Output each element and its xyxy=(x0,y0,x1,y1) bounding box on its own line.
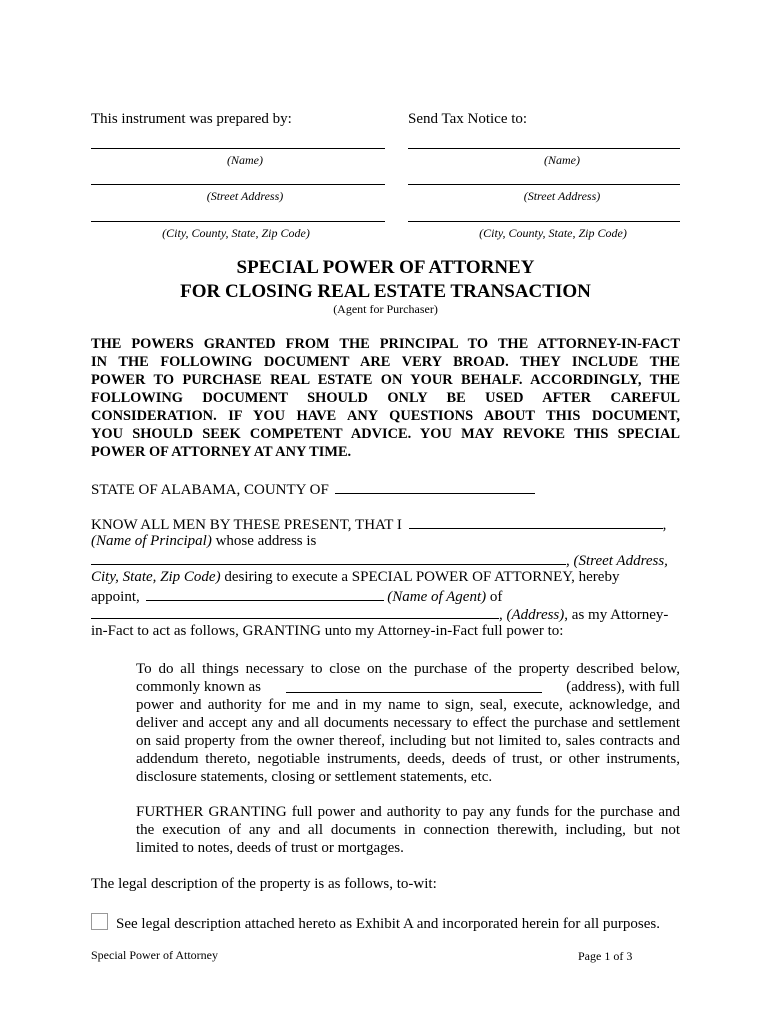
principal-address-blank[interactable] xyxy=(91,550,566,565)
know-line-2 xyxy=(91,532,680,550)
further-line: limited to notes, deeds of trust or mortgages. xyxy=(136,840,404,856)
street-address-label: (Street Address, xyxy=(573,553,668,569)
agent-name-blank[interactable] xyxy=(146,586,384,601)
principal-name-blank[interactable] xyxy=(409,514,663,529)
page-number: Page 1 of 3 xyxy=(578,949,633,963)
county-blank[interactable] xyxy=(335,479,535,494)
property-address-blank[interactable] xyxy=(286,678,542,693)
tax-street-line[interactable] xyxy=(408,184,680,185)
further-line: FURTHER GRANTING full power and authority to pay any funds for the purchase and xyxy=(136,804,680,820)
preparer-name-caption: (Name) xyxy=(227,153,263,167)
tax-street-caption: (Street Address) xyxy=(523,189,601,203)
powers-line-known-as xyxy=(136,678,680,696)
warning-line: POWER TO PURCHASE REAL ESTATE ON YOUR BEHALF. ACCORDINGLY, THE xyxy=(91,372,680,388)
title-line-2: FOR CLOSING REAL ESTATE TRANSACTION xyxy=(180,281,591,302)
powers-line: addendum thereto, negotiable instruments, deeds, deeds of trust, or other instruments, xyxy=(136,751,680,767)
know-all-paragraph xyxy=(91,514,680,640)
address-with-text: (address), with full xyxy=(566,679,680,695)
tax-name-caption: (Name) xyxy=(544,153,580,167)
city-state-zip-label: City, State, Zip Code) xyxy=(91,569,221,585)
tax-name-line[interactable] xyxy=(408,148,680,149)
warning-line: FOLLOWING DOCUMENT SHOULD ONLY BE USED AFTER CAREFUL xyxy=(91,390,680,406)
warning-block xyxy=(91,335,680,461)
preparer-street-line[interactable] xyxy=(91,184,385,185)
attorney-text: , as my Attorney- xyxy=(564,607,669,623)
agent-address-blank[interactable] xyxy=(91,604,499,619)
granting-text: in-Fact to act as follows, GRANTING unto my Attorney-in-Fact full power to: xyxy=(91,623,564,639)
powers-line: To do all things necessary to close on the purchase of the property described below, xyxy=(136,661,680,677)
principal-name-label: (Name of Principal) xyxy=(91,533,212,549)
appoint-text: appoint, xyxy=(91,589,140,605)
know-line-7 xyxy=(91,622,680,640)
preparer-street-caption: (Street Address) xyxy=(206,189,284,203)
know-line-6 xyxy=(91,604,680,622)
warning-line: POWER OF ATTORNEY AT ANY TIME. xyxy=(91,444,352,460)
whose-address-text: whose address is xyxy=(211,533,317,549)
powers-line: on said property from the owner thereof, including but not limited to, sales contracts and xyxy=(136,733,680,749)
footer-title: Special Power of Attorney xyxy=(91,948,218,962)
powers-line: power and authority for me and in my name to sign, seal, execute, acknowledge, and xyxy=(136,697,680,713)
warning-line: IN THE FOLLOWING DOCUMENT ARE VERY BROAD. THEY INCLUDE THE xyxy=(91,354,680,370)
tax-city-caption: (City, County, State, Zip Code) xyxy=(479,226,627,240)
prepared-by-label: This instrument was prepared by: xyxy=(91,111,292,127)
know-line-1 xyxy=(91,514,680,532)
warning-line: CONSIDERATION. IF YOU HAVE ANY QUESTIONS ABOUT THIS DOCUMENT, xyxy=(91,408,680,424)
agent-name-label: (Name of Agent) xyxy=(383,589,487,605)
desiring-text: desiring to execute a SPECIAL POWER OF ATTORNEY, hereby xyxy=(220,569,620,585)
know-all-text: KNOW ALL MEN BY THESE PRESENT, THAT I xyxy=(91,517,402,533)
comma: , xyxy=(662,517,667,533)
warning-line: YOU SHOULD SEEK COMPETENT ADVICE. YOU MAY REVOKE THIS SPECIAL xyxy=(91,426,680,442)
of-text: of xyxy=(486,589,503,605)
known-as-text: commonly known as xyxy=(136,679,261,695)
know-line-5 xyxy=(91,586,680,604)
tax-notice-label: Send Tax Notice to: xyxy=(408,111,528,127)
tax-city-line[interactable] xyxy=(408,221,680,222)
preparer-city-caption: (City, County, State, Zip Code) xyxy=(162,226,310,240)
powers-line: disclosure statements, closing or settlement statements, etc. xyxy=(136,769,493,785)
comma: , xyxy=(499,607,507,623)
legal-description-label: The legal description of the property is as follows, to-wit: xyxy=(91,876,437,892)
know-line-4 xyxy=(91,568,680,586)
state-county-text: STATE OF ALABAMA, COUNTY OF xyxy=(91,482,329,498)
further-line: the execution of any and all documents in connection therewith, including, but not xyxy=(136,822,680,838)
title-subtitle: (Agent for Purchaser) xyxy=(333,302,438,316)
exhibit-a-label: See legal description attached hereto as Exhibit A and incorporated herein for all purposes. xyxy=(116,916,660,932)
powers-line: deliver and accept any and all documents necessary to effect the purchase and settlement xyxy=(136,715,680,731)
further-granting-paragraph xyxy=(136,803,680,857)
exhibit-a-checkbox[interactable] xyxy=(91,913,108,930)
comma: , xyxy=(566,553,574,569)
address-label: (Address) xyxy=(506,607,565,623)
warning-line: THE POWERS GRANTED FROM THE PRINCIPAL TO THE ATTORNEY-IN-FACT xyxy=(91,336,680,352)
powers-paragraph xyxy=(136,660,680,786)
title-line-1: SPECIAL POWER OF ATTORNEY xyxy=(236,257,535,278)
state-county-line xyxy=(91,479,680,499)
know-line-3 xyxy=(91,550,680,568)
preparer-city-line[interactable] xyxy=(91,221,385,222)
preparer-name-line[interactable] xyxy=(91,148,385,149)
